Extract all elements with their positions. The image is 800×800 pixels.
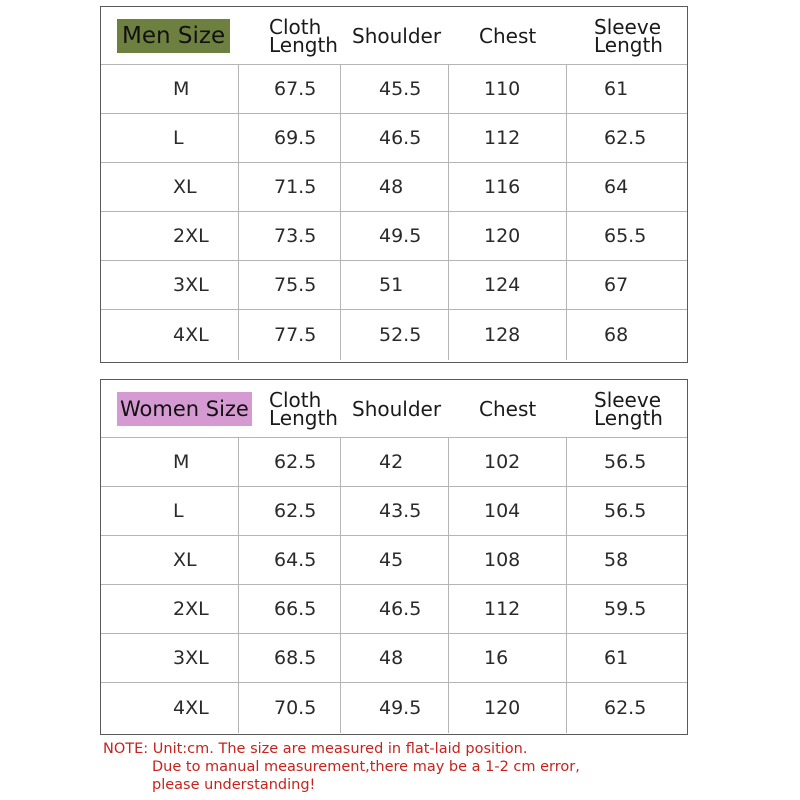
sleeve-length-cell: 59.5 (604, 598, 647, 620)
size-cell: L (101, 487, 239, 535)
chest-cell: 120 (449, 683, 567, 733)
shoulder-cell: 49.5 (341, 683, 449, 733)
shoulder-cell: 48 (341, 634, 449, 682)
shoulder-cell: 45 (341, 536, 449, 584)
size-cell: 4XL (101, 310, 239, 360)
sleeve-length-cell: 56.5 (604, 500, 647, 522)
women-header-chest: Chest (479, 396, 537, 421)
size-cell: L (101, 114, 239, 162)
size-cell: 2XL (101, 212, 239, 260)
sleeve-length-cell: 61 (604, 78, 629, 100)
size-cell: M (101, 438, 239, 486)
cloth-length-cell: 77.5 (239, 310, 341, 360)
measurement-note (103, 740, 580, 794)
note-line-3: please understanding! (152, 777, 316, 793)
size-cell: 3XL (101, 261, 239, 309)
shoulder-cell: 51 (341, 261, 449, 309)
shoulder-cell: 48 (341, 163, 449, 211)
cloth-length-cell: 70.5 (239, 683, 341, 733)
men-header-sleeve-length: Sleeve Length (594, 14, 663, 57)
cloth-length-cell: 67.5 (239, 65, 341, 113)
women-header-shoulder: Shoulder (352, 396, 442, 421)
cloth-length-cell: 69.5 (239, 114, 341, 162)
sleeve-length-cell: 68 (604, 324, 629, 346)
cloth-length-cell: 73.5 (239, 212, 341, 260)
men-header-shoulder: Shoulder (352, 23, 442, 48)
shoulder-cell: 43.5 (341, 487, 449, 535)
sleeve-length-cell: 62.5 (604, 697, 647, 719)
cloth-length-cell: 66.5 (239, 585, 341, 633)
men-header-chest: Chest (479, 23, 537, 48)
shoulder-cell: 46.5 (341, 585, 449, 633)
note-line-1: NOTE: Unit:cm. The size are measured in flat-laid position. (103, 741, 528, 757)
shoulder-cell: 52.5 (341, 310, 449, 360)
men-size-title: Men Size (117, 19, 230, 53)
sleeve-length-cell: 62.5 (604, 127, 647, 149)
men-header-row (101, 7, 687, 65)
chest-cell: 128 (449, 310, 567, 360)
women-header-row (101, 380, 687, 438)
table-row (101, 683, 687, 733)
table-row (101, 487, 687, 536)
size-cell: 2XL (101, 585, 239, 633)
chest-cell: 116 (449, 163, 567, 211)
shoulder-cell: 49.5 (341, 212, 449, 260)
women-header-sleeve-length: Sleeve Length (594, 387, 663, 430)
cloth-length-cell: 71.5 (239, 163, 341, 211)
table-row (101, 310, 687, 360)
table-row (101, 65, 687, 114)
cloth-length-cell: 64.5 (239, 536, 341, 584)
table-row (101, 163, 687, 212)
table-row (101, 261, 687, 310)
chest-cell: 16 (449, 634, 567, 682)
sleeve-length-cell: 61 (604, 647, 629, 669)
men-title-cell (101, 7, 239, 64)
cloth-length-cell: 62.5 (239, 438, 341, 486)
women-size-table (100, 379, 688, 735)
chest-cell: 102 (449, 438, 567, 486)
chest-cell: 112 (449, 114, 567, 162)
men-size-table (100, 6, 688, 363)
shoulder-cell: 42 (341, 438, 449, 486)
size-cell: XL (101, 163, 239, 211)
sleeve-length-cell: 64 (604, 176, 629, 198)
sleeve-length-cell: 67 (604, 274, 629, 296)
table-row (101, 536, 687, 585)
cloth-length-cell: 62.5 (239, 487, 341, 535)
women-title-cell (101, 380, 249, 437)
size-cell: M (101, 65, 239, 113)
chest-cell: 120 (449, 212, 567, 260)
chest-cell: 112 (449, 585, 567, 633)
table-row (101, 114, 687, 163)
size-cell: XL (101, 536, 239, 584)
table-row (101, 585, 687, 634)
women-size-title: Women Size (117, 392, 252, 426)
size-cell: 3XL (101, 634, 239, 682)
shoulder-cell: 46.5 (341, 114, 449, 162)
chest-cell: 110 (449, 65, 567, 113)
table-row (101, 634, 687, 683)
sleeve-length-cell: 58 (604, 549, 629, 571)
sleeve-length-cell: 65.5 (604, 225, 647, 247)
chest-cell: 104 (449, 487, 567, 535)
shoulder-cell: 45.5 (341, 65, 449, 113)
chest-cell: 108 (449, 536, 567, 584)
size-cell: 4XL (101, 683, 239, 733)
note-line-2: Due to manual measurement,there may be a 1-2 cm error, (152, 759, 580, 775)
men-header-cloth-length: Cloth Length (269, 14, 338, 57)
cloth-length-cell: 75.5 (239, 261, 341, 309)
table-row (101, 438, 687, 487)
cloth-length-cell: 68.5 (239, 634, 341, 682)
table-row (101, 212, 687, 261)
sleeve-length-cell: 56.5 (604, 451, 647, 473)
chest-cell: 124 (449, 261, 567, 309)
women-header-cloth-length: Cloth Length (269, 387, 338, 430)
